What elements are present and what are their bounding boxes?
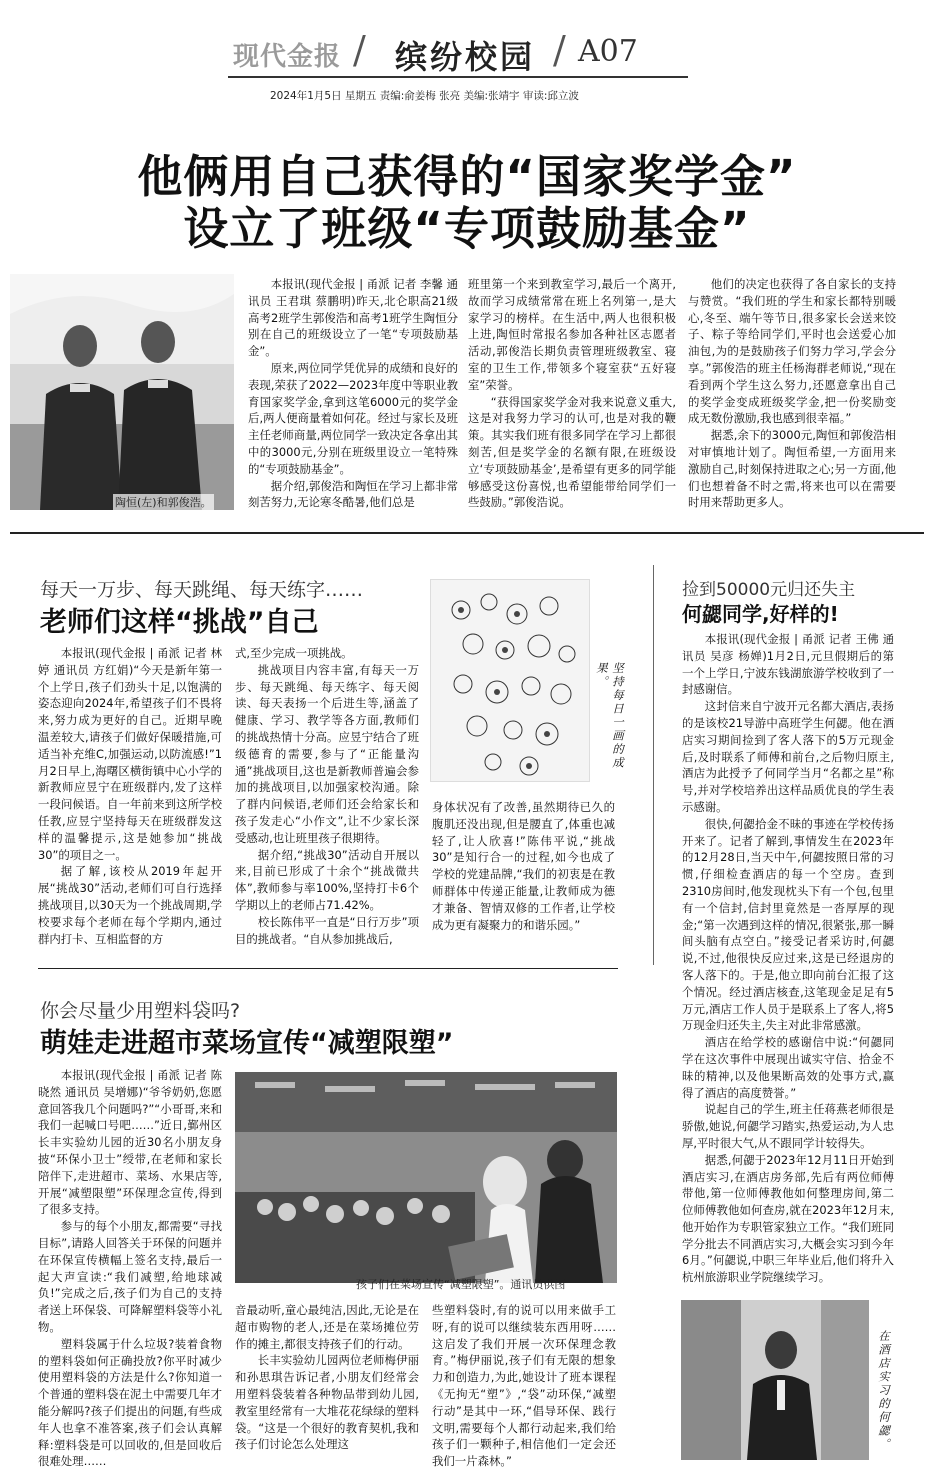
story2-paragraph: 本报讯(现代金报 | 甬派 记者 林婷 通讯员 方红娟)“今天是新年第一个上学日,孩子们劲头十足,以饱满的姿态迎向2024年,希望孩子们不畏将来,努力成为更好的自己。近期早晚温差较大,请孩子们做好保暖措施,可适当补充维C,加强运动,以防流感!”1月2日早上,海曙区横街镇中心小学的新教师应昱宁在班级群内,发了这样一段问候语。自一年前来到这所学校任教,应昱宁坚持每天在班级群发这样的温馨提示,这是她参加“挑战30”的项目之一。 [38, 646, 222, 862]
story1-paragraph: 他们的决定也获得了各自家长的支持与赞赏。“我们班的学生和家长都特别暖心,冬至、端午等节日,很多家长会送来饺子、粽子等给同学们,平时也会送爱心加油包,为的是鼓励孩子们努力学习,学会分享。”郭俊浩的班主任杨海群老师说,“现在看到两个学生这么努力,还愿意拿出自己的奖学金变成班级奖学金,把一份奖励变成无数份激励,我也感到很幸福。” [688, 277, 896, 426]
story3-kicker: 你会尽量少用塑料袋吗? [40, 1000, 241, 1022]
story2-paragraph: 式,至少完成一项挑战。 [235, 646, 353, 660]
story1-photo-caption: 陶恒(左)和郭俊浩。 [115, 496, 212, 509]
story1-headline-line2: 设立了班级“专项鼓励基金” [183, 202, 751, 255]
story2-paragraph: 挑战项目内容丰富,有每天一万步、每天跳绳、每天练字、每天阅读、每天表扬一个后进生等,涵盖了健康、学习、教学等各方面,教师们的挑战热情十分高。应昱宁结合了班级德育的需要,参与了“正能量沟通”挑战项目,这也是新教师普遍会参加的挑战项目,以加强家校沟通。除了群内问候语,老师们还会给家长和孩子发走心“小作文”,让不少家长深受感动,也让班里孩子很期待。 [235, 662, 419, 845]
story3-paragraph: 本报讯(现代金报 | 甬派 记者 陈晓然 通讯员 吴增娜)“爷爷奶奶,您愿意回答我几个问题吗?”“小哥哥,来和我们一起喊口号吧……”近日,鄞州区长丰实验幼儿园的近30名小朋友身披“环保小卫士”绶带,在老师和家长陪伴下,走进超市、菜场、水果店等,开展“减塑限塑”环保理念宣传,得到了很多支持。 [38, 1068, 222, 1217]
story2-paragraph: 据了解,该校从2019年起开展“挑战30”活动,老师们可自行选择挑战项目,以30天为一个挑战周期,学校要求每个老师在每个学期内,通过群内打卡、互相监督的方 [38, 864, 222, 946]
story1-paragraph: 据悉,余下的3000元,陶恒和郭俊浩相对审慎地计划了。陶恒希望,一方面用来激励自己,时刻保持进取之心;另一方面,他们也想着备不时之需,将来也可以在需要时用来帮助更多人。 [688, 428, 896, 510]
story3-paragraph: 参与的每个小朋友,都需要“寻找目标”,请路人回答关于环保的问题并在环保宣传横幅上签名支持,最后一起大声宣读:“我们减塑,给地球减负!”完成之后,孩子们为自己的支持者送上环保袋、可降解塑料袋等小礼物。 [38, 1219, 222, 1334]
story4-paragraph: 本报讯(现代金报 | 甬派 记者 王佛 通讯员 吴彦 杨婵)1月2日,元旦假期后的第一个上学日,宁波东钱湖旅游学校收到了一封感谢信。 [682, 632, 894, 697]
story1-photo [10, 274, 234, 510]
story1-headline-line1: 他俩用自己获得的“国家奖学金” [137, 150, 797, 203]
story2-title: 老师们这样“挑战”自己 [40, 607, 319, 638]
story4-paragraph: 据悉,何勰于2023年12月11日开始到酒店实习,在酒店房务部,先后有两位师傅带他,第一位师傅教他如何整理房间,第二位师傅教他如何查房,就在2023年12月末,他开始作为专职管家独立工作。“我们班同学分批去不同酒店实习,大概会实习到今年6月。”何勰说,中职三年毕业后,他们将升入杭州旅游职业学院继续学习。 [682, 1152, 894, 1285]
story1-paragraph: 班里第一个来到教室学习,最后一个离开,故而学习成绩常常在班上名列第一,是大家学习的榜样。在生活中,两人也很积极上进,陶恒时常报名参加各种社区志愿者活动,郭俊浩长期负责管理班级教室、寝室的卫生工作,带领多个寝室获“五好寝室”荣誉。 [468, 277, 676, 392]
story4-body [682, 631, 894, 1286]
story2-photo-caption: 坚持每日一画的成果。 [595, 662, 625, 770]
story4-paragraph: 说起自己的学生,班主任蒋燕老师很是骄傲,她说,何勰学习踏实,热爱运动,为人忠厚,平时很大气,从不跟同学计较得失。 [682, 1102, 894, 1150]
masthead-divider: / [353, 28, 366, 72]
story2-kicker: 每天一万步、每天跳绳、每天练字…… [40, 579, 364, 601]
story2-paragraph: 校长陈伟平一直是“日行万步”项目的挑战者。“自从参加挑战后, [235, 914, 419, 946]
column-divider [653, 565, 654, 965]
story3-paragraph: 长丰实验幼儿园两位老师梅伊丽和孙思琪告诉记者,小朋友们经常会用塑料袋装着各种物品带到幼儿园,教室里经常有一大堆花花绿绿的塑料袋。“这是一个很好的教育契机,我和孩子们讨论怎么处理这 [235, 1353, 419, 1452]
story1-paragraph: 本报讯(现代金报 | 甬派 记者 李馨 通讯员 王君琪 蔡鹏明)昨天,北仑职高21级高考2班学生郭俊浩和高考1班学生陶恒分别在自己的班级设立了一笔“专项鼓励基金”。 [248, 277, 458, 359]
story2-paragraph: 据介绍,“挑战30”活动自开展以来,目前已形成了十余个“挑战微共体”,教师参与率100%,坚持打卡6个学期以上的老师占71.42%。 [235, 847, 419, 912]
masthead-paper-name: 现代金报 [233, 42, 342, 72]
story4-paragraph: 很快,何勰拾金不昧的事迹在学校传扬开来了。记者了解到,事情发生在2023年的12月28日,当天中午,何勰按照日常的习惯,仔细检查酒店的每一个空房。查到2310房间时,他发现枕头下有一个包,包里有一个信封,信封里竟然是一沓厚厚的现金;“第一次遇到这样的情况,很紧张,那一瞬间头脑有点空白。”接受记者采访时,何勰说,不过,他很快反应过来,这是已经退房的客人落下的。于是,他立即向前台汇报了这个情况。经过酒店核查,这笔现金足足有5万元,酒店工作人员于是联系上了客人,将5万现金归还失主,失主对此非常感激。 [682, 816, 894, 1033]
story4-paragraph: 这封信来自宁波开元名都大酒店,表扬的是该校21导游中高班学生何勰。他在酒店实习期间捡到了客人落下的5万元现金后,及时联系了师傅和前台,之后物归原主,酒店为此授予了何同学当月“名都之星”称号,并对学校培养出这样品质优良的学生表示感谢。 [682, 699, 894, 814]
masthead-meta: 2024年1月5日 星期五 责编:俞姜梅 张亮 美编:张靖宇 审读:邱立波 [270, 90, 579, 102]
story4-photo [681, 1300, 869, 1460]
story3-column-2 [235, 1302, 419, 1453]
story1-column-2 [468, 276, 676, 511]
story1-column-3 [688, 276, 896, 511]
story4-photo-caption: 在酒店实习的何勰。 [877, 1330, 891, 1452]
story1-paragraph: “获得国家奖学金对我来说意义重大,这是对我努力学习的认可,也是对我的鞭策。其实我们班有很多同学在学习上都很刻苦,但是奖学金的名额有限,在班级设立‘专项鼓励基金’,是希望有更多的同学能够感受这份喜悦,也希望能带给同学们一些鼓励。”郭俊浩说。 [468, 394, 676, 510]
masthead-section-name: 缤纷校园 [395, 38, 536, 76]
story3-paragraph: 些塑料袋时,有的说可以用来做手工呀,有的说可以继续装东西用呀……这启发了我们开展一次环保理念教育。”梅伊丽说,孩子们有无限的想象力和创造力,为此,她设计了班本课程《无拘无“塑”》,“袋”动环保,“减塑行动”是其中一环,“倡导环保、践行文明,需要每个人都行动起来,我们给孩子们一颗种子,相信他们一定会还我们一片森林。” [432, 1303, 616, 1469]
story3-column-1 [38, 1067, 222, 1470]
story3-paragraph: 塑料袋属于什么垃圾?装着食物的塑料袋如何正确投放?你平时减少使用塑料袋的方法是什么?你知道一个普通的塑料袋在泥土中需要几年才能分解吗?孩子们提出的问题,有些成年人也拿不准答案,孩子们会认真解释:塑料袋是可以回收的,但是回收后很难处理…… [38, 1336, 222, 1469]
story3-title: 萌娃走进超市菜场宣传“减塑限塑” [40, 1028, 454, 1059]
story3-column-3 [432, 1302, 616, 1470]
masthead-rule [228, 76, 688, 78]
story3-photo [235, 1072, 617, 1283]
story2-column-3 [432, 799, 615, 933]
story2-paragraph: 身体状况有了改善,虽然期待已久的腹肌还没出现,但是腰直了,体重也减轻了,让人欣喜!”陈伟平说,“挑战30”是知行合一的过程,如今也成了学校的党建品牌,“我们的初衷是在教师群体中传递正能量,让教师成为德才兼备、智情双修的工作者,让学校成为更有凝聚力的和谐乐园。” [432, 800, 615, 932]
story1-paragraph: 原来,两位同学凭优异的成绩和良好的表现,荣获了2022—2023年度中等职业教育国家奖学金,拿到这笔6000元的奖学金后,两人便商量着如何花。经过与家长及班主任老师商量,两位同学一致决定各拿出其中的3000元,分别在班级里设立一笔特殊的“专项鼓励基金”。 [248, 360, 458, 476]
story4-kicker: 捡到50000元归还失主 [682, 580, 856, 600]
story3-paragraph: 音最动听,童心最纯洁,因此,无论是在超市购物的老人,还是在菜场摊位劳作的摊主,都很支持孩子们的行动。 [235, 1303, 419, 1351]
masthead-divider: / [553, 28, 566, 72]
story1-column-1 [248, 276, 458, 511]
story3-photo-caption: 孩子们在菜场宣传“减塑限塑”。通讯员供图 [356, 1278, 566, 1291]
masthead-page-number: A07 [578, 34, 638, 69]
story1-paragraph: 据介绍,郭俊浩和陶恒在学习上都非常刻苦努力,无论寒冬酷暑,他们总是 [248, 478, 458, 510]
story2-photo [430, 579, 590, 782]
story2-column-2 [235, 645, 419, 947]
story4-title: 何勰同学,好样的! [682, 602, 839, 626]
section-divider [38, 968, 618, 969]
story2-column-1 [38, 645, 222, 947]
section-divider [10, 532, 924, 534]
story4-paragraph: 酒店在给学校的感谢信中说:“何勰同学在这次事件中展现出诚实守信、拾金不昧的精神,以及他果断高效的处事方式,赢得了酒店的高度赞誉。” [682, 1035, 894, 1100]
